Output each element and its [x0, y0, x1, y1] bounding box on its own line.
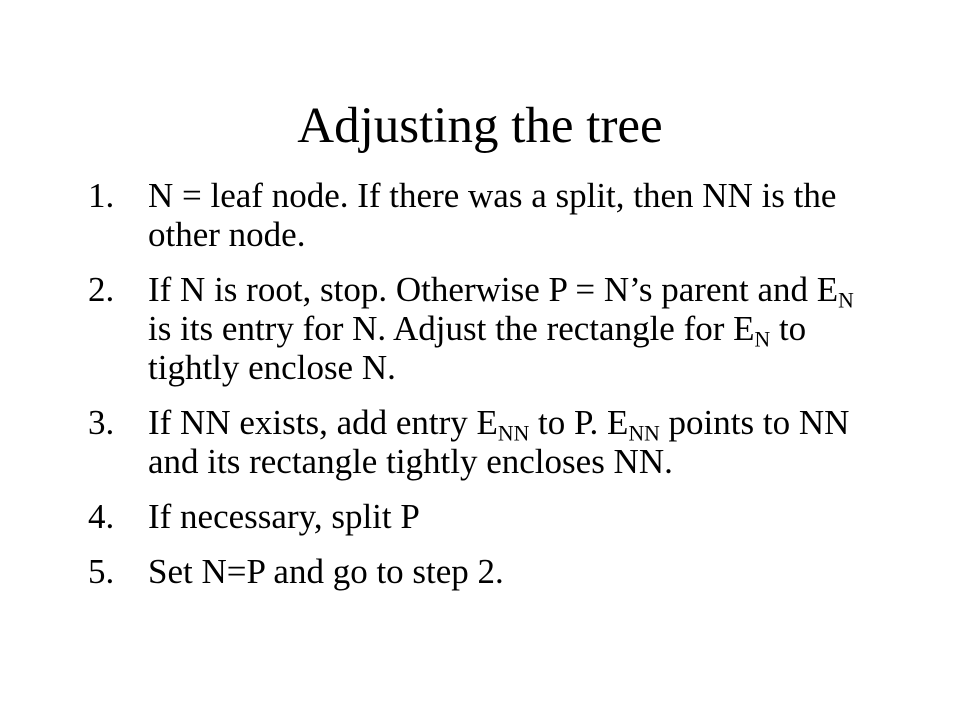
step-5	[88, 552, 878, 591]
step-text: If NN exists, add entry E	[148, 403, 498, 442]
subscript: NN	[497, 421, 530, 446]
step-3	[88, 403, 878, 481]
steps-list	[88, 176, 878, 607]
step-text: to tightly enclose N.	[148, 309, 807, 387]
step-text: Set N=P and go to step 2.	[148, 552, 504, 591]
step-text: If N is root, stop. Otherwise P = N’s parent and E	[148, 270, 839, 309]
step-number: 1.	[88, 176, 115, 215]
step-text: N = leaf node. If there was a split, then NN is the other node.	[148, 176, 837, 254]
slide-title: Adjusting the tree	[297, 98, 663, 154]
subscript: NN	[628, 421, 660, 446]
subscript: N	[754, 327, 771, 352]
subscript: N	[838, 288, 854, 313]
step-text: to P. E	[529, 403, 629, 442]
step-4	[88, 497, 878, 536]
step-number: 2.	[88, 270, 115, 309]
step-text: If necessary, split P	[148, 497, 420, 536]
step-text: is its entry for N. Adjust the rectangle for E	[148, 309, 755, 348]
step-number: 4.	[88, 497, 115, 536]
step-number: 5.	[88, 552, 115, 591]
step-text: points to NN and its rectangle tightly encloses NN.	[148, 403, 850, 481]
step-2	[88, 270, 878, 387]
step-1	[88, 176, 878, 254]
step-number: 3.	[88, 403, 115, 442]
